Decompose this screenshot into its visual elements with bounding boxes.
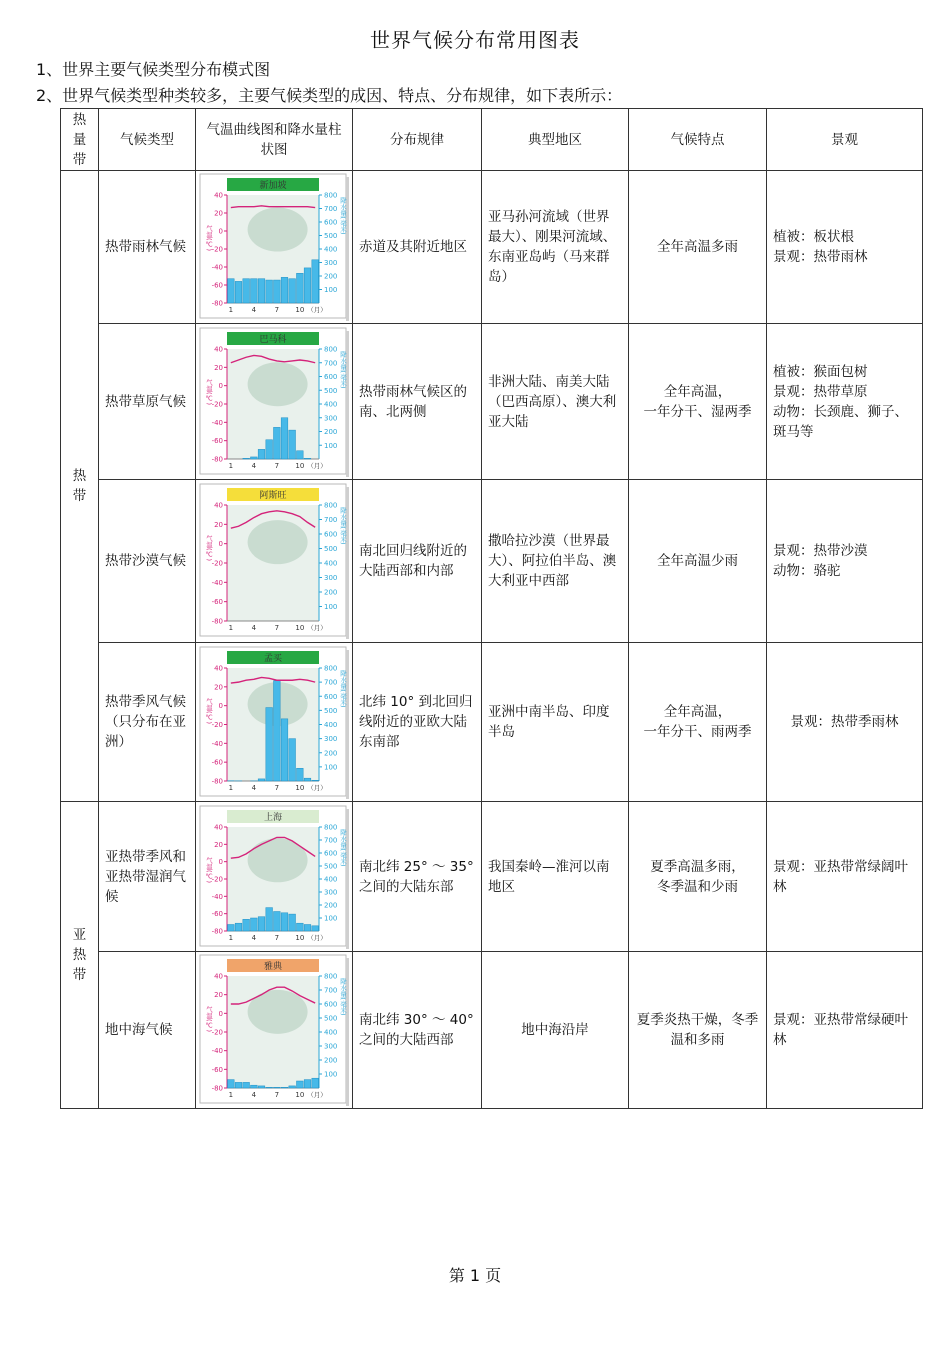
temp-tick-label: 40 xyxy=(214,501,223,510)
temp-tick-label: -60 xyxy=(211,436,223,445)
city-name: 新加坡 xyxy=(259,181,287,191)
month-tick-label: 7 xyxy=(274,933,280,942)
precip-bar xyxy=(312,780,319,781)
climate-chart-svg xyxy=(199,646,349,799)
precip-axis-label: 降水量(毫米) xyxy=(339,669,347,708)
climate-chart-svg xyxy=(199,483,349,639)
precip-bar xyxy=(289,279,296,303)
precip-tick-label: 300 xyxy=(324,1042,338,1051)
precip-bar xyxy=(281,417,288,458)
precip-tick-label: 500 xyxy=(324,232,338,240)
precip-bar xyxy=(312,1078,319,1088)
city-name: 上海 xyxy=(263,812,283,823)
climate-chart-svg xyxy=(199,173,349,321)
precip-bar xyxy=(289,914,296,931)
precip-tick-label: 600 xyxy=(324,849,338,857)
precip-axis-label: 降水量(毫米) xyxy=(339,507,347,545)
climate-chart xyxy=(196,952,353,1109)
precip-tick-label: 700 xyxy=(324,205,338,213)
precip-bar xyxy=(297,273,304,303)
precip-bar xyxy=(297,1081,304,1088)
distribution-rule: 南北纬 30° ～ 40° 之间的大陆西部 xyxy=(353,952,482,1109)
temp-tick-label: 20 xyxy=(214,209,223,218)
precip-bar xyxy=(228,279,235,303)
precip-tick-label: 700 xyxy=(324,986,338,995)
distribution-rule: 北纬 10° 到北回归线附近的亚欧大陆东南部 xyxy=(353,643,482,802)
city-name: 孟买 xyxy=(263,653,283,664)
city-name: 阿斯旺 xyxy=(259,491,287,501)
precip-tick-label: 100 xyxy=(324,441,338,450)
header-type: 气候类型 xyxy=(99,109,196,171)
precip-bar xyxy=(281,912,288,930)
temp-tick-label: -60 xyxy=(211,598,223,607)
climate-chart xyxy=(196,171,353,324)
precip-tick-label: 400 xyxy=(324,720,338,729)
header-rule: 分布规律 xyxy=(353,109,482,171)
precip-tick-label: 300 xyxy=(324,574,338,582)
distribution-rule: 南北纬 25° ～ 35° 之间的大陆东部 xyxy=(353,802,482,952)
landscape: 景观：热带沙漠 动物：骆驼 xyxy=(767,480,923,643)
temp-tick-label: -40 xyxy=(211,263,223,272)
month-unit-label: （月） xyxy=(307,1091,327,1099)
month-tick-label: 7 xyxy=(274,1091,280,1099)
precip-tick-label: 100 xyxy=(324,1070,338,1079)
precip-bar xyxy=(251,918,258,931)
month-tick-label: 1 xyxy=(228,624,234,632)
temp-tick-label: -40 xyxy=(211,578,223,587)
temp-tick-label: 0 xyxy=(218,227,223,236)
temp-tick-label: 40 xyxy=(214,823,223,831)
precip-tick-label: 800 xyxy=(324,823,338,831)
precip-tick-label: 800 xyxy=(324,501,338,510)
precip-bar xyxy=(274,427,281,459)
month-tick-label: 7 xyxy=(274,306,280,314)
precip-bar xyxy=(258,1086,265,1088)
distribution-rule: 赤道及其附近地区 xyxy=(353,171,482,324)
typical-region: 非洲大陆、南美大陆（巴西高原）、澳大利亚大陆 xyxy=(482,324,629,480)
precip-tick-label: 500 xyxy=(324,862,338,870)
month-tick-label: 7 xyxy=(274,783,280,792)
typical-region: 亚洲中南半岛、印度半岛 xyxy=(482,643,629,802)
precip-tick-label: 200 xyxy=(324,748,338,757)
month-tick-label: 4 xyxy=(251,933,257,942)
temp-axis-label: 气温(℃) xyxy=(205,225,213,252)
month-unit-label: （月） xyxy=(307,461,327,470)
landscape: 植被：板状根 景观：热带雨林 xyxy=(767,171,923,324)
month-tick-label: 4 xyxy=(251,461,257,470)
month-tick-label: 4 xyxy=(251,1091,257,1099)
precip-bar xyxy=(281,718,288,780)
temp-tick-label: 20 xyxy=(214,991,223,1000)
climate-feature: 全年高温， 一年分干、雨两季 xyxy=(629,643,767,802)
header-chart: 气温曲线图和降水量柱状图 xyxy=(196,109,353,171)
precip-bar xyxy=(281,1087,288,1088)
precip-bar xyxy=(228,1080,235,1088)
precip-axis-label: 降水量(毫米) xyxy=(339,197,347,235)
row-desert xyxy=(61,480,923,643)
climate-chart xyxy=(196,480,353,643)
month-tick-label: 10 xyxy=(295,624,305,632)
precip-tick-label: 100 xyxy=(324,286,338,294)
precip-tick-label: 700 xyxy=(324,836,338,844)
row-mediterranean xyxy=(61,952,923,1109)
precip-tick-label: 400 xyxy=(324,1028,338,1037)
temp-tick-label: 20 xyxy=(214,840,223,849)
month-tick-label: 4 xyxy=(251,783,257,792)
climate-type: 热带雨林气候 xyxy=(99,171,196,324)
precip-tick-label: 800 xyxy=(324,664,338,672)
climate-feature: 夏季炎热干燥，冬季温和多雨 xyxy=(629,952,767,1109)
precip-bar xyxy=(266,707,273,780)
climate-chart-svg xyxy=(199,327,349,477)
distribution-rule: 热带雨林气候区的南、北两侧 xyxy=(353,324,482,480)
month-tick-label: 10 xyxy=(295,783,305,792)
header-landscape: 景观 xyxy=(767,109,923,171)
precip-tick-label: 600 xyxy=(324,692,338,701)
precip-bar xyxy=(258,279,265,303)
precip-bar xyxy=(258,916,265,930)
temp-tick-label: -40 xyxy=(211,418,223,427)
temp-line xyxy=(231,206,315,208)
precip-tick-label: 600 xyxy=(324,372,338,381)
typical-region: 撒哈拉沙漠（世界最大）、阿拉伯半岛、澳大利亚中西部 xyxy=(482,480,629,643)
temp-tick-label: 40 xyxy=(214,664,223,672)
temp-tick-label: -40 xyxy=(211,1047,223,1056)
precip-bar xyxy=(297,923,304,931)
precip-bar xyxy=(312,925,319,930)
precip-bar xyxy=(304,1080,311,1088)
temp-axis-label: 气温(℃) xyxy=(205,697,213,724)
row-savanna xyxy=(61,324,923,480)
month-tick-label: 10 xyxy=(295,1091,305,1099)
precip-bar xyxy=(297,768,304,781)
precip-bar xyxy=(304,268,311,303)
precip-tick-label: 800 xyxy=(324,191,338,200)
intro-line-2: 2、世界气候类型种类较多，主要气候类型的成因、特点、分布规律，如下表所示： xyxy=(36,86,623,105)
month-tick-label: 7 xyxy=(274,624,280,632)
precip-tick-label: 400 xyxy=(324,875,338,883)
month-tick-label: 4 xyxy=(251,306,257,314)
precip-tick-label: 100 xyxy=(324,914,338,922)
header-zone: 热量带 xyxy=(61,109,99,171)
month-tick-label: 4 xyxy=(251,624,257,632)
month-tick-label: 10 xyxy=(295,306,305,314)
precip-bar xyxy=(243,279,250,303)
precip-tick-label: 500 xyxy=(324,545,338,553)
temp-tick-label: -60 xyxy=(211,1065,223,1074)
temp-tick-label: 40 xyxy=(214,191,223,200)
climate-type: 地中海气候 xyxy=(99,952,196,1109)
precip-bar xyxy=(312,260,319,303)
temp-tick-label: 0 xyxy=(218,1009,223,1018)
precip-tick-label: 300 xyxy=(324,734,338,743)
precip-tick-label: 100 xyxy=(324,762,338,771)
precip-tick-label: 300 xyxy=(324,413,338,422)
temp-tick-label: -20 xyxy=(211,559,223,568)
temp-tick-label: -40 xyxy=(211,739,223,748)
temp-tick-label: -20 xyxy=(211,875,223,883)
temp-tick-label: -20 xyxy=(211,1028,223,1037)
precip-bar xyxy=(304,778,311,781)
land-shape xyxy=(248,208,308,252)
month-unit-label: （月） xyxy=(307,783,327,792)
precip-bar xyxy=(266,439,273,458)
precip-tick-label: 100 xyxy=(324,603,338,611)
temp-tick-label: 20 xyxy=(214,682,223,691)
temp-tick-label: -20 xyxy=(211,720,223,729)
month-tick-label: 10 xyxy=(295,461,305,470)
climate-chart xyxy=(196,643,353,802)
precip-bar xyxy=(235,1082,242,1088)
precip-tick-label: 200 xyxy=(324,588,338,597)
month-tick-label: 1 xyxy=(228,461,234,470)
precip-tick-label: 200 xyxy=(324,427,338,436)
temp-tick-label: -20 xyxy=(211,245,223,254)
temp-axis-label: 气温(℃) xyxy=(205,1006,213,1033)
climate-table xyxy=(60,108,923,1109)
temp-tick-label: -80 xyxy=(211,455,223,463)
typical-region: 地中海沿岸 xyxy=(482,952,629,1109)
precip-bar xyxy=(243,919,250,931)
precip-bar xyxy=(258,449,265,459)
temp-tick-label: -80 xyxy=(211,777,223,785)
temp-axis-label: 气温(℃) xyxy=(205,856,213,883)
climate-chart xyxy=(196,802,353,952)
climate-type: 亚热带季风和亚热带湿润气候 xyxy=(99,802,196,952)
precip-tick-label: 300 xyxy=(324,888,338,896)
precip-tick-label: 400 xyxy=(324,245,338,254)
precip-tick-label: 600 xyxy=(324,530,338,539)
precip-bar xyxy=(304,458,311,459)
climate-type: 热带季风气候（只分布在亚洲） xyxy=(99,643,196,802)
temp-axis-label: 气温(℃) xyxy=(205,378,213,405)
header-row xyxy=(61,109,923,171)
temp-tick-label: 0 xyxy=(218,701,223,710)
precip-tick-label: 300 xyxy=(324,259,338,267)
climate-type: 热带草原气候 xyxy=(99,324,196,480)
precip-bar xyxy=(304,924,311,931)
temp-tick-label: 0 xyxy=(218,540,223,549)
document-title: 世界气候分布常用图表 xyxy=(370,28,580,52)
precip-bar xyxy=(228,924,235,931)
precip-tick-label: 200 xyxy=(324,1056,338,1065)
precip-bar xyxy=(266,280,273,303)
precip-bar xyxy=(289,430,296,459)
temp-tick-label: -60 xyxy=(211,758,223,767)
header-region: 典型地区 xyxy=(482,109,629,171)
city-name: 巴马科 xyxy=(259,334,287,345)
precip-bar xyxy=(251,279,258,303)
precip-tick-label: 800 xyxy=(324,345,338,353)
climate-chart xyxy=(196,324,353,480)
temp-tick-label: -80 xyxy=(211,1084,223,1093)
precip-tick-label: 200 xyxy=(324,272,338,281)
precip-tick-label: 500 xyxy=(324,1014,338,1023)
month-unit-label: （月） xyxy=(307,306,327,314)
precip-tick-label: 200 xyxy=(324,901,338,909)
climate-feature: 夏季高温多雨， 冬季温和少雨 xyxy=(629,802,767,952)
landscape: 景观：亚热带常绿阔叶林 xyxy=(767,802,923,952)
landscape: 植被：猴面包树 景观：热带草原 动物：长颈鹿、狮子、斑马等 xyxy=(767,324,923,480)
temp-tick-label: 0 xyxy=(218,381,223,390)
climate-feature: 全年高温少雨 xyxy=(629,480,767,643)
climate-chart-svg xyxy=(199,805,349,949)
land-shape xyxy=(248,362,308,406)
temp-tick-label: 40 xyxy=(214,972,223,981)
month-tick-label: 1 xyxy=(228,933,234,942)
precip-bar xyxy=(235,923,242,931)
precip-tick-label: 400 xyxy=(324,400,338,408)
typical-region: 我国秦岭—淮河以南地区 xyxy=(482,802,629,952)
temp-tick-label: 0 xyxy=(218,857,223,866)
landscape: 景观：热带季雨林 xyxy=(767,643,923,802)
temp-tick-label: -40 xyxy=(211,892,223,901)
temp-tick-label: -60 xyxy=(211,909,223,918)
precip-tick-label: 500 xyxy=(324,386,338,395)
temp-tick-label: -80 xyxy=(211,617,223,626)
climate-chart-svg xyxy=(199,954,349,1106)
precip-tick-label: 800 xyxy=(324,972,338,981)
precip-bar xyxy=(289,738,296,780)
temp-tick-label: -60 xyxy=(211,281,223,290)
temp-tick-label: -80 xyxy=(211,299,223,308)
header-feature: 气候特点 xyxy=(629,109,767,171)
row-monsoon xyxy=(61,643,923,802)
precip-tick-label: 700 xyxy=(324,516,338,524)
precip-bar xyxy=(281,277,288,303)
precip-tick-label: 700 xyxy=(324,358,338,367)
temp-axis-label: 气温(℃) xyxy=(205,535,213,562)
temp-tick-label: 20 xyxy=(214,363,223,372)
climate-feature: 全年高温多雨 xyxy=(629,171,767,324)
typical-region: 亚马孙河流域（世界最大）、刚果河流域、东南亚岛屿（马来群岛） xyxy=(482,171,629,324)
temp-tick-label: -80 xyxy=(211,927,223,935)
precip-bar xyxy=(258,778,265,780)
precip-bar xyxy=(274,680,281,780)
climate-type: 热带沙漠气候 xyxy=(99,480,196,643)
precip-tick-label: 500 xyxy=(324,706,338,715)
zone-tropical: 热带 xyxy=(61,171,99,802)
precip-bar xyxy=(243,1082,250,1088)
distribution-rule: 南北回归线附近的大陆西部和内部 xyxy=(353,480,482,643)
month-tick-label: 7 xyxy=(274,461,280,470)
row-subtropical-monsoon xyxy=(61,802,923,952)
temp-tick-label: 40 xyxy=(214,345,223,353)
precip-tick-label: 600 xyxy=(324,1000,338,1009)
precip-axis-label: 降水量(毫米) xyxy=(339,350,347,389)
temp-tick-label: 20 xyxy=(214,520,223,529)
month-tick-label: 1 xyxy=(228,783,234,792)
precip-axis-label: 降水量(毫米) xyxy=(339,978,347,1016)
precip-bar xyxy=(251,1085,258,1088)
precip-tick-label: 400 xyxy=(324,559,338,568)
month-tick-label: 1 xyxy=(228,306,234,314)
landscape: 景观：亚热带常绿硬叶林 xyxy=(767,952,923,1109)
precip-bar xyxy=(289,1086,296,1088)
precip-bar xyxy=(235,281,242,303)
intro-line-1: 1、世界主要气候类型分布模式图 xyxy=(36,60,271,79)
precip-axis-label: 降水量(毫米) xyxy=(339,828,347,867)
precip-tick-label: 600 xyxy=(324,218,338,227)
temp-tick-label: -20 xyxy=(211,400,223,408)
precip-bar xyxy=(274,1087,281,1088)
month-tick-label: 10 xyxy=(295,933,305,942)
month-tick-label: 1 xyxy=(228,1091,234,1099)
row-rainforest xyxy=(61,171,923,324)
precip-bar xyxy=(266,1087,273,1088)
precip-bar xyxy=(251,456,258,458)
land-shape xyxy=(248,520,308,564)
zone-subtropical: 亚热带 xyxy=(61,802,99,1109)
precip-bar xyxy=(297,450,304,458)
page-footer: 第 1 页 xyxy=(448,1266,502,1285)
climate-feature: 全年高温， 一年分干、湿两季 xyxy=(629,324,767,480)
precip-bar xyxy=(266,907,273,930)
month-unit-label: （月） xyxy=(307,933,327,942)
precip-bar xyxy=(274,280,281,303)
precip-bar xyxy=(274,911,281,931)
precip-bar xyxy=(243,458,250,459)
city-name: 雅典 xyxy=(263,962,283,972)
precip-tick-label: 700 xyxy=(324,678,338,687)
month-unit-label: （月） xyxy=(307,624,327,632)
